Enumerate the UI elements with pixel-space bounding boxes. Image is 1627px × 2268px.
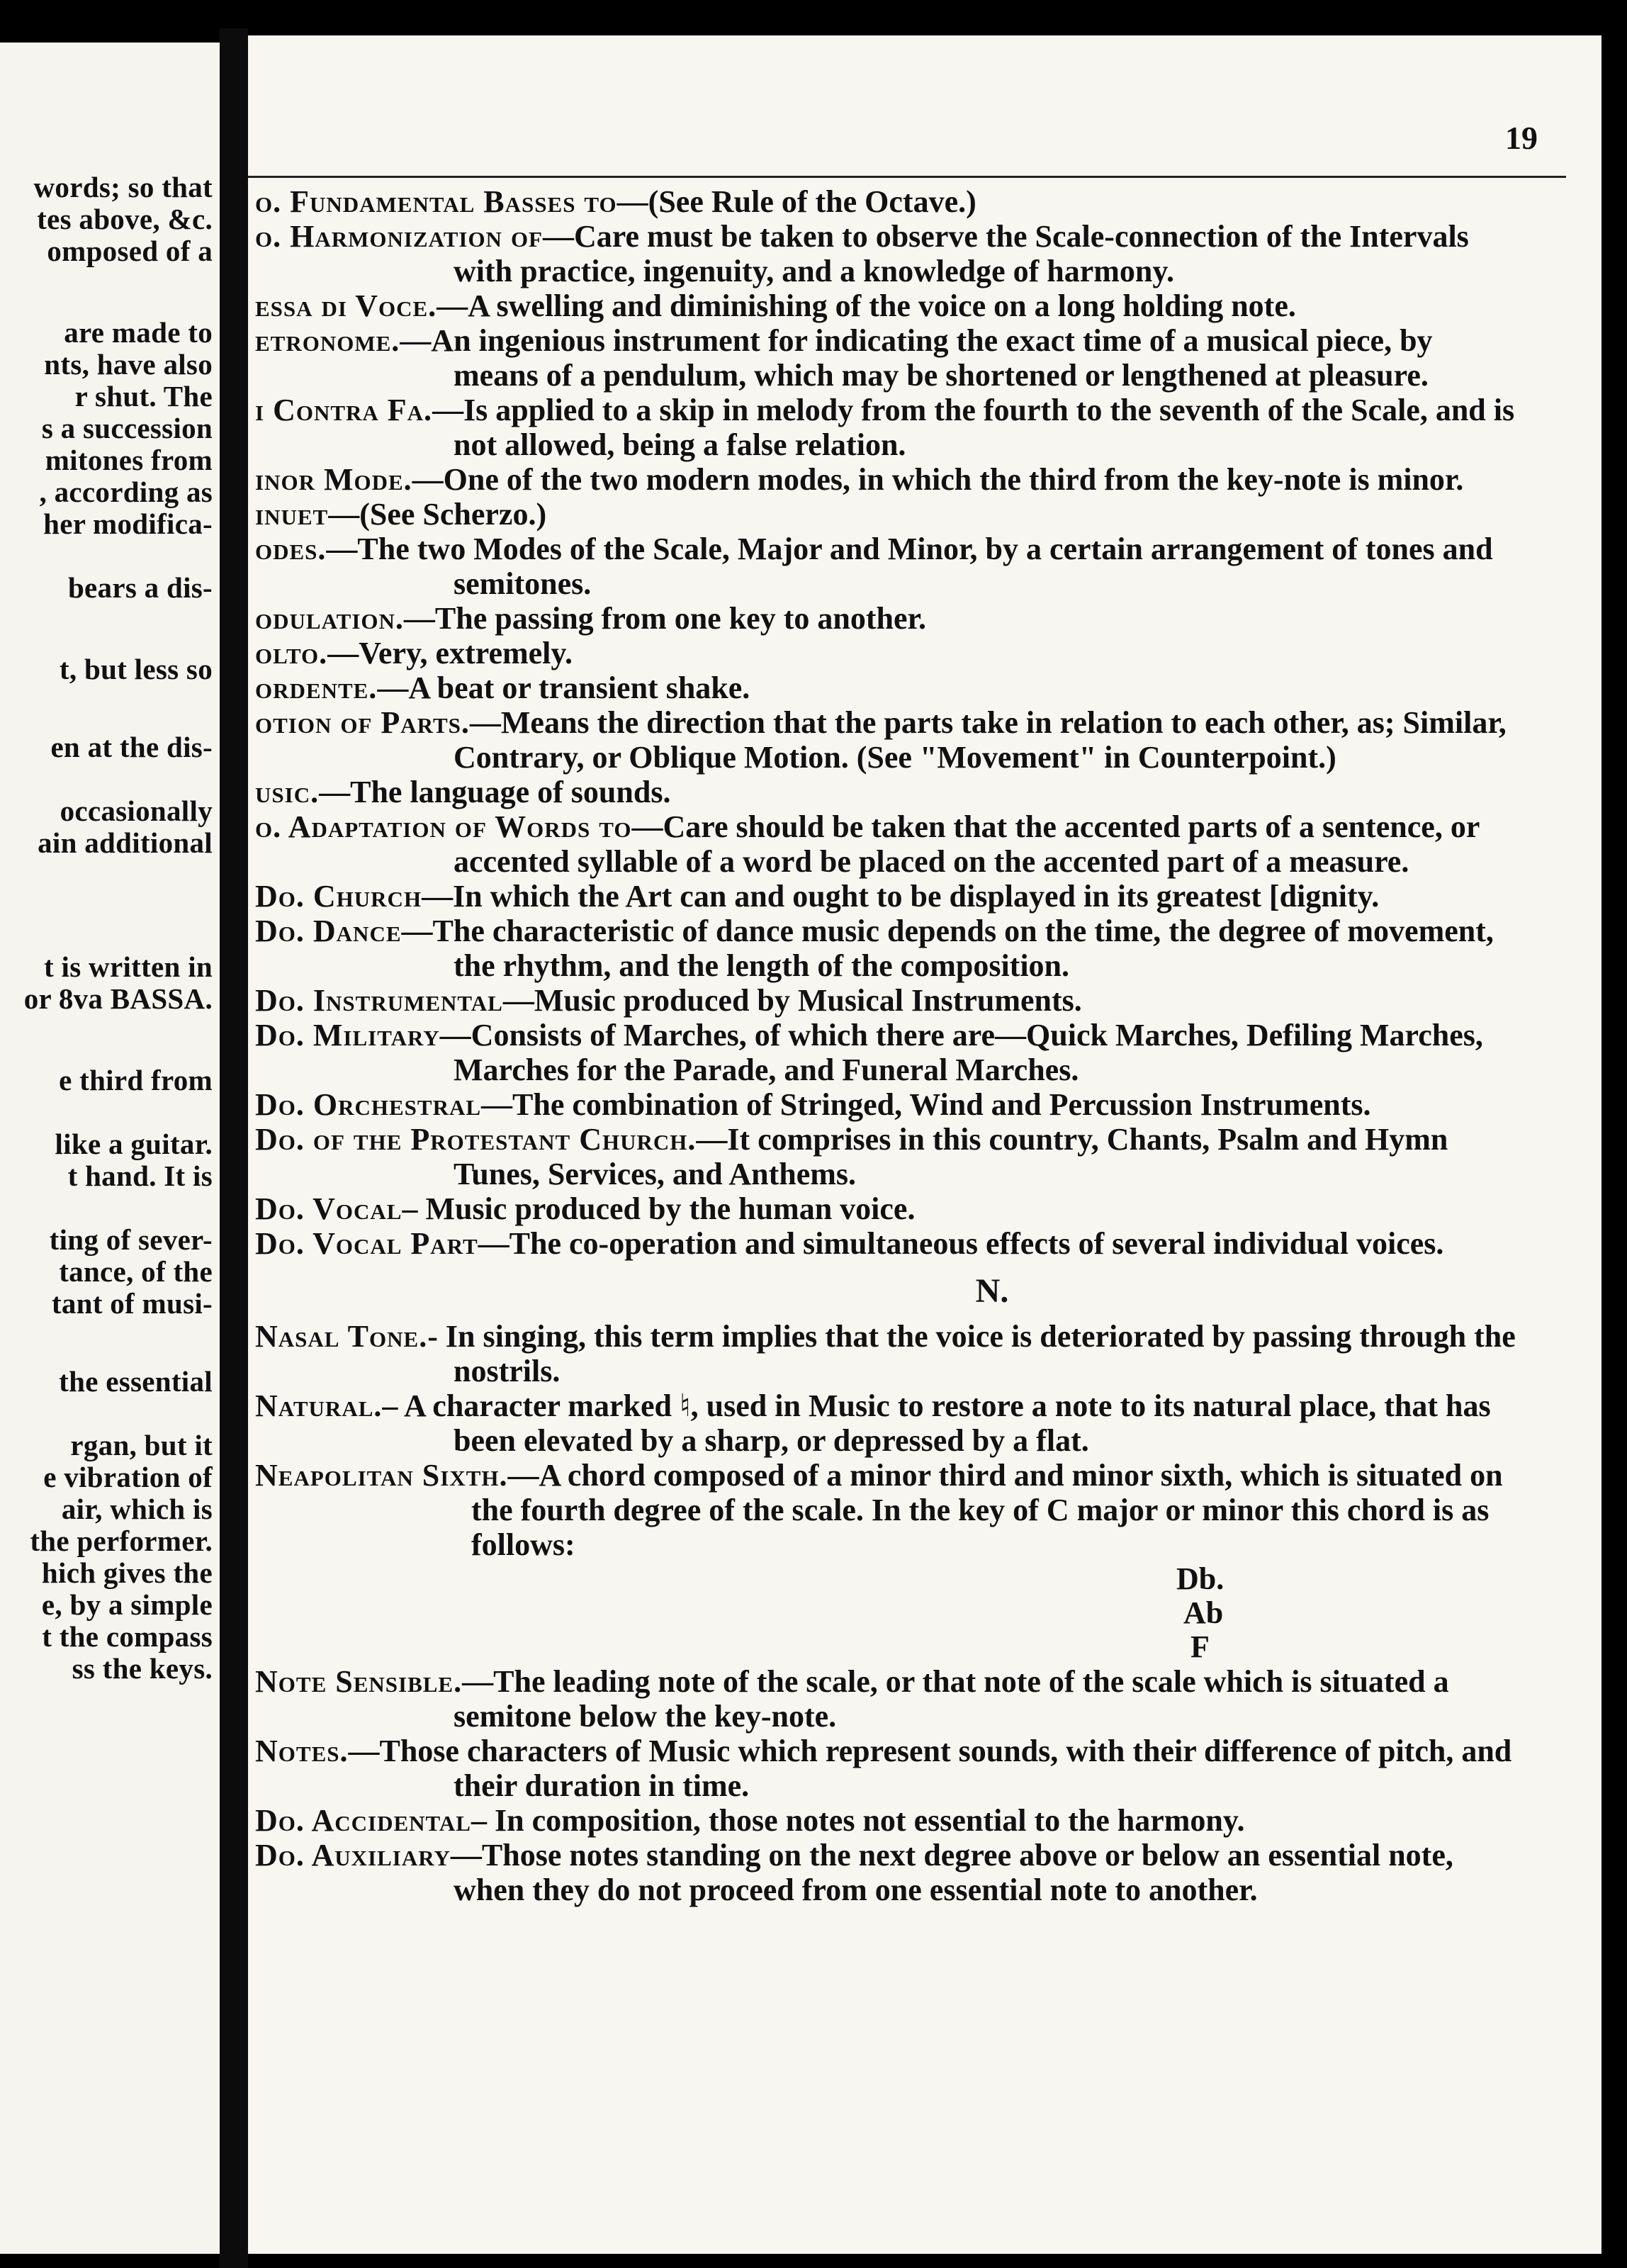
entry-text: —The co-operation and simultaneous effects of several individual voices.	[478, 1226, 1444, 1261]
left-page-line: or 8va BASSA.	[23, 982, 213, 1015]
entry-term: Natural.	[255, 1388, 383, 1423]
chord-example	[255, 1562, 1516, 1664]
glossary-entry	[255, 1122, 1516, 1191]
glossary-entry	[255, 1191, 1516, 1226]
entry-text: —Care must be taken to observe the Scale-connection of the Intervals with practice, ingenuity, and a knowledge of harmony.	[454, 219, 1469, 288]
left-page-line: mitones from	[45, 444, 213, 476]
left-page-line: her modifica-	[43, 507, 213, 540]
book-gutter	[220, 28, 248, 2268]
entry-text: —Is applied to a skip in melody from the fourth to the seventh of the Scale, and is not allowed, being a false relation.	[432, 393, 1515, 462]
entry-text: —One of the two modern modes, in which the third from the key-note is minor.	[412, 462, 1464, 497]
entry-text: —Those notes standing on the next degree above or below an essential note, when they do not proceed from one essential note to another.	[450, 1838, 1453, 1907]
entry-term: Notes.	[255, 1734, 349, 1768]
entry-term: etronome.	[255, 323, 400, 358]
entry-term: essa di Voce.	[255, 288, 437, 323]
left-page-line: words; so that	[33, 171, 213, 203]
left-page-line: air, which is	[61, 1493, 213, 1525]
left-page-line: tes above, &c.	[37, 203, 213, 235]
entry-term: Do. Instrumental	[255, 983, 503, 1018]
entry-term: o. Harmonization of	[255, 219, 543, 254]
left-page-line: t is written in	[44, 950, 213, 983]
left-page-line: t hand. It is	[67, 1160, 213, 1192]
glossary-entry	[255, 184, 1516, 219]
entry-text: —(See Rule of the Octave.)	[617, 184, 976, 219]
entry-term: o. Adaptation of Words to	[255, 809, 632, 844]
entry-term: otion of Parts.	[255, 705, 470, 740]
entry-term: inor Mode.	[255, 462, 412, 497]
entry-term: odes.	[255, 532, 327, 566]
left-page-line: ain additional	[38, 826, 213, 859]
glossary-entry	[255, 1388, 1516, 1458]
right-page	[248, 35, 1601, 2254]
glossary-entry	[255, 219, 1516, 288]
page-number: 19	[1505, 120, 1538, 156]
glossary-entry	[255, 914, 1516, 983]
entry-term: Do. Vocal Part	[255, 1226, 478, 1261]
entry-text: —Means the direction that the parts take in relation to each other, as; Similar, Contrary, or Oblique Motion. (See "Movement" in Counterpoint.)	[454, 705, 1507, 775]
entry-text: , used in Music to restore a note to its natural place, that has been elevated by a sharp, or depressed by a flat.	[454, 1388, 1491, 1458]
entry-text: —It comprises in this country, Chants, Psalm and Hymn Tunes, Services, and Anthems.	[454, 1122, 1448, 1191]
glossary-entry	[255, 393, 1516, 462]
glossary-entry	[255, 1838, 1516, 1907]
glossary-entry	[255, 1734, 1516, 1803]
left-page-line: occasionally	[60, 795, 213, 827]
entry-text: – In composition, those notes not essential to the harmony.	[471, 1803, 1245, 1838]
entry-text: - In singing, this term implies that the voice is deteriorated by passing through the nostrils.	[427, 1319, 1516, 1388]
entry-text: —The combination of Stringed, Wind and Percussion Instruments.	[481, 1087, 1371, 1122]
left-page	[0, 43, 220, 2254]
left-page-line: t, but less so	[59, 653, 213, 685]
left-page-line: the performer.	[30, 1525, 213, 1557]
left-page-line: the essential	[59, 1365, 213, 1398]
entry-text: – A character marked	[382, 1388, 680, 1423]
entry-text: – Music produced by the human voice.	[402, 1191, 916, 1226]
chord-note: Ab	[1183, 1595, 1224, 1630]
glossary-entry	[255, 705, 1516, 775]
left-page-line: bears a dis-	[67, 571, 213, 604]
entry-term: ordente.	[255, 670, 378, 705]
left-page-line: e, by a simple	[41, 1588, 213, 1621]
left-page-line: ss the keys.	[72, 1652, 213, 1685]
glossary-entry	[255, 983, 1516, 1018]
chord-note: F	[1190, 1629, 1210, 1664]
glossary-entry	[255, 532, 1516, 601]
left-page-line: tance, of the	[59, 1255, 213, 1288]
glossary-entry	[255, 670, 1516, 705]
glossary-entry	[255, 497, 1516, 532]
glossary-entry	[255, 1803, 1516, 1838]
left-page-line: nts, have also	[44, 348, 213, 381]
entry-text: —The passing from one key to another.	[403, 601, 926, 636]
entry-term: Do. Vocal	[255, 1191, 402, 1226]
glossary-entry	[255, 879, 1516, 914]
left-page-line: tant of musi-	[51, 1287, 213, 1320]
entry-term: Do. Orchestral	[255, 1087, 482, 1122]
entry-text: —Those characters of Music which represent sounds, with their difference of pitch, and their duration in time.	[348, 1734, 1512, 1803]
glossary-entry	[255, 1664, 1516, 1734]
entry-text: —A beat or transient shake.	[377, 670, 750, 705]
glossary-entry	[255, 1018, 1516, 1087]
entry-text: —(See Scherzo.)	[328, 497, 547, 532]
entry-term: odulation.	[255, 601, 404, 636]
entry-term: Do. Military	[255, 1018, 440, 1052]
entry-term: inuet	[255, 497, 329, 532]
entry-text: —The language of sounds.	[319, 775, 671, 809]
entry-term: Nasal Tone.	[255, 1319, 428, 1354]
natural-sign-icon: ♮	[679, 1388, 691, 1424]
left-page-line: omposed of a	[47, 235, 213, 267]
entry-term: Do. Church	[255, 879, 422, 914]
glossary-entry	[255, 288, 1516, 323]
header-rule	[248, 176, 1566, 178]
left-page-line: e third from	[59, 1064, 213, 1096]
glossary-entry	[255, 1087, 1516, 1122]
left-page-line: are made to	[64, 316, 213, 349]
entry-term: i Contra Fa.	[255, 393, 433, 427]
entry-text: —Very, extremely.	[327, 636, 573, 670]
left-page-line: hich gives the	[41, 1556, 213, 1589]
entry-text: —A swelling and diminishing of the voice on a long holding note.	[437, 288, 1296, 323]
glossary-entry	[255, 323, 1516, 393]
entry-term: Do. Dance	[255, 914, 402, 948]
entry-text: —An ingenious instrument for indicating the exact time of a musical piece, by means of a pendulum, which may be shortened or lengthened at pleasure.	[400, 323, 1433, 393]
entry-term: Do. of the Protestant Church.	[255, 1122, 697, 1157]
entry-text: —The two Modes of the Scale, Major and Minor, by a certain arrangement of tones and semitones.	[326, 532, 1493, 601]
entry-text: —Music produced by Musical Instruments.	[502, 983, 1082, 1018]
entry-text: —In which the Art can and ought to be displayed in its greatest [dignity.	[422, 879, 1380, 914]
entry-term: Note Sensible.	[255, 1664, 463, 1699]
glossary-entry	[255, 1319, 1516, 1388]
glossary-entry	[255, 462, 1516, 497]
glossary-entry	[255, 809, 1516, 879]
entry-term: olto.	[255, 636, 328, 670]
left-page-line: s a succession	[41, 412, 213, 444]
entry-term: Do. Auxiliary	[255, 1838, 451, 1873]
glossary-entries	[255, 184, 1516, 1907]
left-page-line: like a guitar.	[55, 1128, 213, 1160]
entry-term: usic.	[255, 775, 320, 809]
entry-text: —The leading note of the scale, or that note of the scale which is situated a semitone below the key-note.	[454, 1664, 1449, 1734]
glossary-entry	[255, 1458, 1516, 1562]
entry-term: Do. Accidental	[255, 1803, 471, 1838]
left-page-line: ting of sever-	[49, 1223, 213, 1256]
entry-text: —Consists of Marches, of which there are—Quick Marches, Defiling Marches, Marches for the Parade, and Funeral Marches.	[439, 1018, 1483, 1087]
entry-text: —Care should be taken that the accented parts of a sentence, or accented syllable of a word be placed on the accented part of a measure.	[454, 809, 1480, 879]
chord-note: Db.	[1176, 1561, 1225, 1596]
glossary-entry	[255, 775, 1516, 809]
left-page-line: e vibration of	[43, 1461, 213, 1493]
left-page-line: rgan, but it	[70, 1429, 213, 1461]
entry-term: o. Fundamental Basses to	[255, 184, 617, 219]
entry-text: —The characteristic of dance music depends on the time, the degree of movement, the rhythm, and the length of the composition.	[401, 914, 1494, 983]
left-page-line: t the compass	[42, 1620, 213, 1653]
entry-term: Neapolitan Sixth.	[255, 1458, 508, 1493]
left-page-line: en at the dis-	[50, 731, 213, 763]
glossary-entry	[255, 1226, 1516, 1261]
left-page-line: , according as	[39, 476, 213, 508]
glossary-entry	[255, 601, 1516, 636]
glossary-entry	[255, 636, 1516, 670]
left-page-line: r shut. The	[74, 380, 213, 412]
section-letter: N.	[975, 1272, 1009, 1310]
entry-text: —A chord composed of a minor third and minor sixth, which is situated on the fourth degree of the scale. In the key of C major or minor this chord is as follows:	[471, 1458, 1503, 1562]
